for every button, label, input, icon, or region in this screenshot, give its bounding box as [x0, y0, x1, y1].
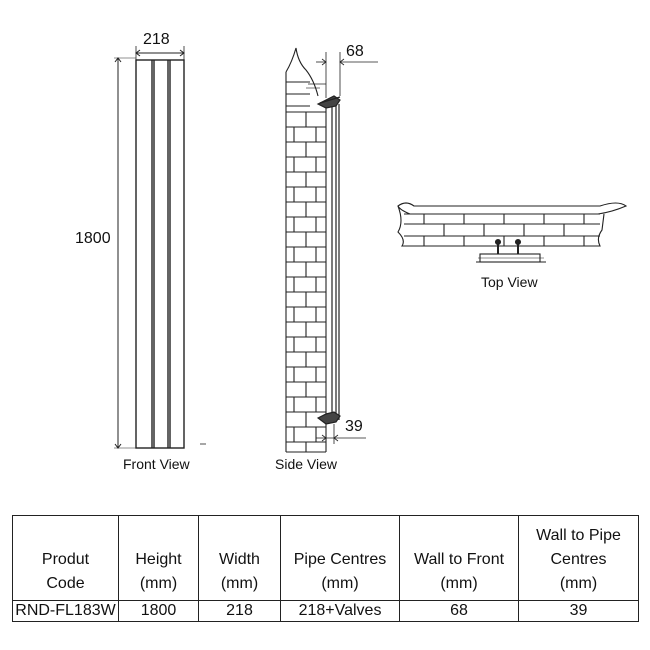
front-view-caption: Front View — [123, 456, 190, 472]
header-wall-to-pipe-centres: Wall to Pipe Centres (mm) — [519, 516, 639, 601]
top-view — [398, 203, 626, 262]
table-row — [13, 601, 639, 622]
header-height: Height (mm) — [119, 516, 199, 601]
cell-product-code: RND-FL183W — [13, 601, 119, 622]
side-view-radiator — [306, 52, 378, 444]
cell-wall-to-front: 68 — [400, 601, 519, 622]
side-view-caption: Side View — [275, 456, 338, 472]
cell-pipe-centres: 218+Valves — [281, 601, 400, 622]
width-dimension-label: 218 — [143, 31, 170, 48]
specification-table — [12, 515, 639, 622]
cell-wall-to-pipe-centres: 39 — [519, 601, 639, 622]
top-view-caption: Top View — [481, 274, 538, 290]
header-product-code: Produt Code — [13, 516, 119, 601]
header-wall-to-front: Wall to Front (mm) — [400, 516, 519, 601]
cell-width: 218 — [199, 601, 281, 622]
front-view — [114, 46, 206, 448]
header-width: Width (mm) — [199, 516, 281, 601]
table-header-row — [13, 516, 639, 601]
wall-to-front-dimension-label: 68 — [346, 43, 364, 60]
cell-height: 1800 — [119, 601, 199, 622]
wall-to-pipe-dimension-label: 39 — [345, 418, 363, 435]
header-pipe-centres: Pipe Centres (mm) — [281, 516, 400, 601]
side-view-wall — [286, 48, 326, 452]
height-dimension-label: 1800 — [75, 230, 111, 247]
